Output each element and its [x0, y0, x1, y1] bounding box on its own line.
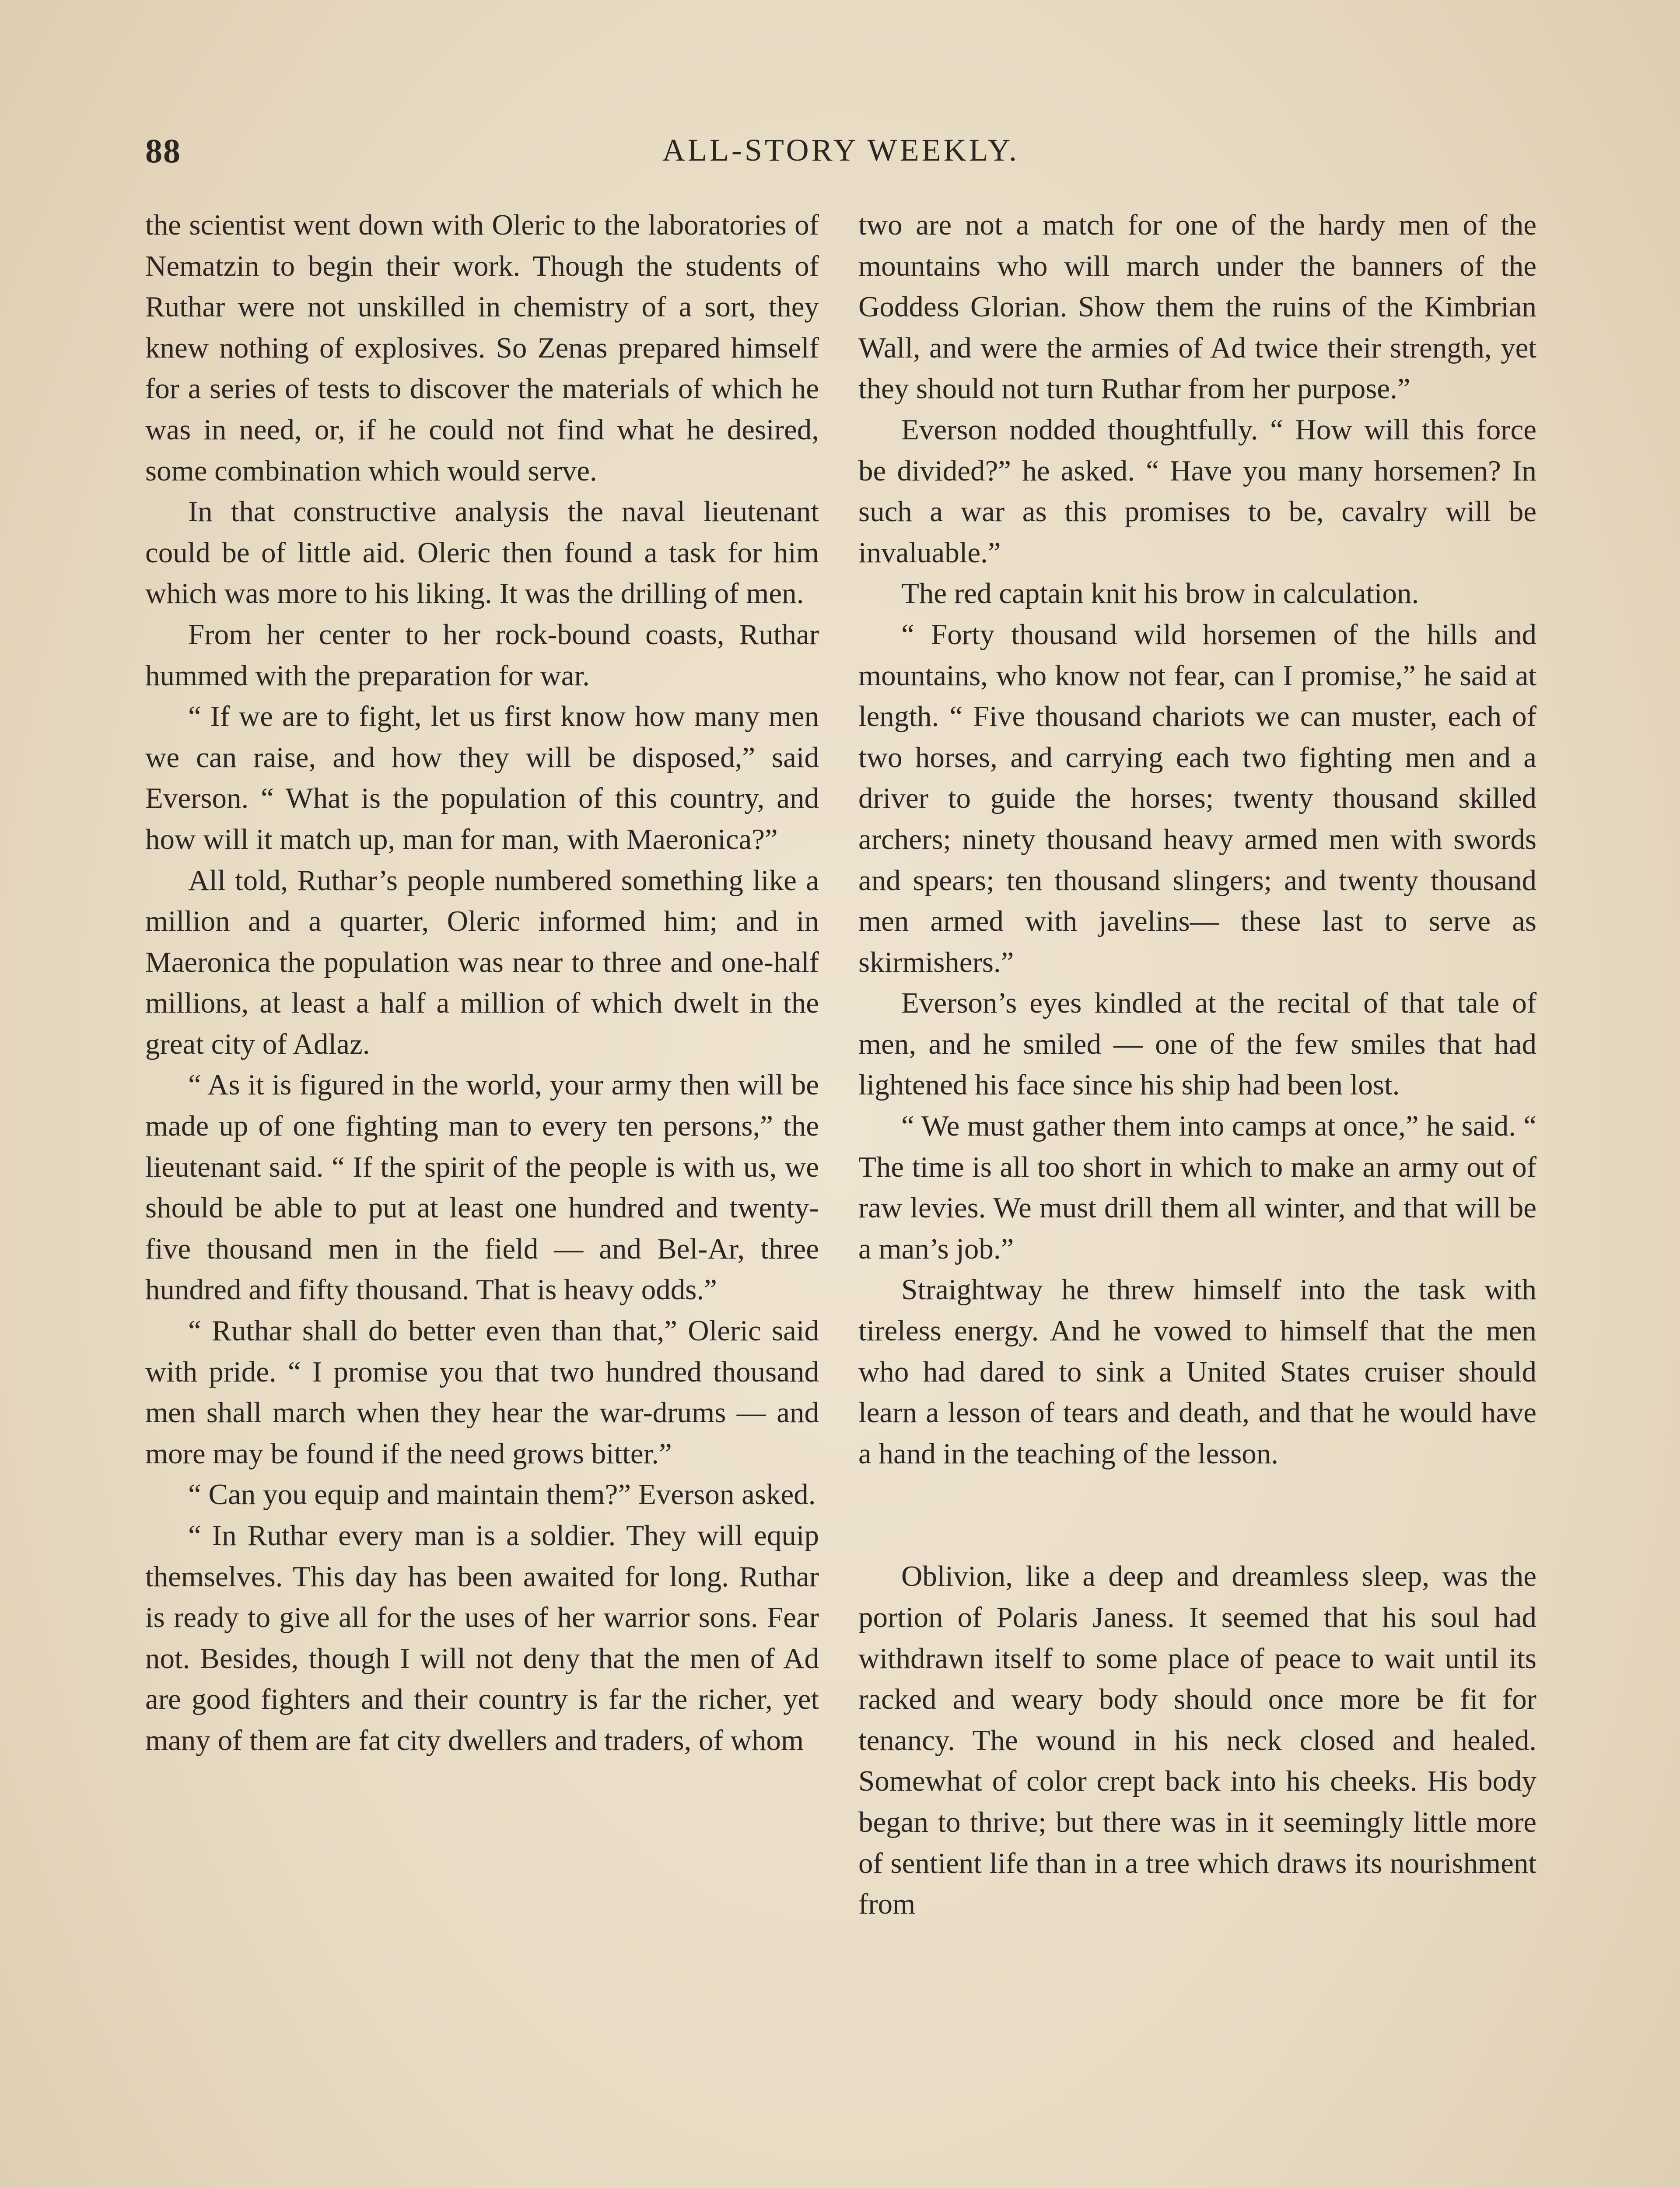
- right-paragraph-2: Everson nodded thoughtfully. “ How will this force be divided?” he asked. “ Have you many horsemen? In such a war as this promises to be, cavalry will be invaluable.”: [858, 413, 1536, 569]
- right-column: [858, 205, 1536, 1925]
- right-paragraph-5: Everson’s eyes kindled at the recital of that tale of men, and he smiled — one of the few smiles that had lightened his face since his ship had been lost.: [858, 987, 1536, 1101]
- section-break: [858, 1474, 1536, 1556]
- page-number: 88: [145, 132, 181, 170]
- left-paragraph-1: the scientist went down with Oleric to the laboratories of Nematzin to begin their work. Though the students of Ruthar were not unskilled in chemistry of a sort, they knew nothing of explosives. So Zenas prepared himself for a series of tests to discover the materials of which he was in need, or, if he could not find what he desired, some combination which would serve.: [145, 209, 819, 487]
- left-paragraph-4: “ If we are to fight, let us first know how many men we can raise, and how they will be disposed,” said Everson. “ What is the population of this country, and how will it match up, man for man, with Maeronica?”: [145, 700, 819, 856]
- left-paragraph-9: “ In Ruthar every man is a soldier. They will equip themselves. This day has been awaited for long. Ruthar is ready to give all for the uses of her warrior sons. Fear not. Besides, though I will not deny that the men of Ad are good fighters and their country is far the richer, yet many of them are fat city dwellers and traders, of whom: [145, 1519, 819, 1757]
- left-paragraph-3: From her center to her rock-bound coasts, Ruthar hummed with the preparation for war.: [145, 618, 819, 692]
- left-column: [145, 205, 819, 1761]
- left-paragraph-5: All told, Ruthar’s people numbered something like a million and a quarter, Oleric informed him; and in Maeronica the population was near to three and one-half millions, at least a half a million of which dwelt in the great city of Adlaz.: [145, 864, 819, 1060]
- right-paragraph-1: two are not a match for one of the hardy men of the mountains who will march under the banners of the Goddess Glorian. Show them the ruins of the Kimbrian Wall, and were the armies of Ad twice their strength, yet they should not turn Ruthar from her purpose.”: [858, 209, 1536, 405]
- left-paragraph-6: “ As it is figured in the world, your army then will be made up of one fighting man to every ten persons,” the lieutenant said. “ If the spirit of the people is with us, we should be able to put at least one hundred and twenty-five thousand men in the field — and Bel-Ar, three hundred and fifty thousand. That is heavy odds.”: [145, 1069, 819, 1306]
- left-paragraph-8: “ Can you equip and maintain them?” Everson asked.: [188, 1478, 816, 1511]
- right-paragraph-6: “ We must gather them into camps at once,” he said. “ The time is all too short in which to make an army out of raw levies. We must drill them all winter, and that will be a man’s job.”: [858, 1110, 1536, 1265]
- running-head: ALL-STORY WEEKLY.: [662, 133, 1020, 168]
- right-paragraph-3: The red captain knit his brow in calculation.: [901, 577, 1419, 610]
- right-paragraph-7: Straightway he threw himself into the task with tireless energy. And he vowed to himself that the men who had dared to sink a United States cruiser should learn a lesson of tears and death, and that he would have a hand in the teaching of the lesson.: [858, 1273, 1536, 1470]
- right-paragraph-8: Oblivion, like a deep and dreamless sleep, was the portion of Polaris Janess. It seemed that his soul had withdrawn itself to some place of peace to wait until its racked and weary body should once more be fit for tenancy. The wound in his neck closed and healed. Somewhat of color crept back into his cheeks. His body began to thrive; but there was in it seemingly little more of sentient life than in a tree which draws its nourishment from: [858, 1560, 1536, 1921]
- left-paragraph-2: In that constructive analysis the naval lieutenant could be of little aid. Oleric then found a task for him which was more to his liking. It was the drilling of men.: [145, 495, 819, 610]
- right-paragraph-4: “ Forty thousand wild horsemen of the hills and mountains, who know not fear, can I promise,” he said at length. “ Five thousand chariots we can muster, each of two horses, and carrying each two fighting men and a driver to guide the horses; twenty thousand skilled archers; ninety thousand heavy armed men with swords and spears; ten thousand slingers; and twenty thousand men armed with javelins— these last to serve as skirmishers.”: [858, 618, 1536, 978]
- left-paragraph-7: “ Ruthar shall do better even than that,” Oleric said with pride. “ I promise you that two hundred thousand men shall march when they hear the war-drums — and more may be found if the need grows bitter.”: [145, 1315, 819, 1470]
- page-header: [145, 131, 1536, 179]
